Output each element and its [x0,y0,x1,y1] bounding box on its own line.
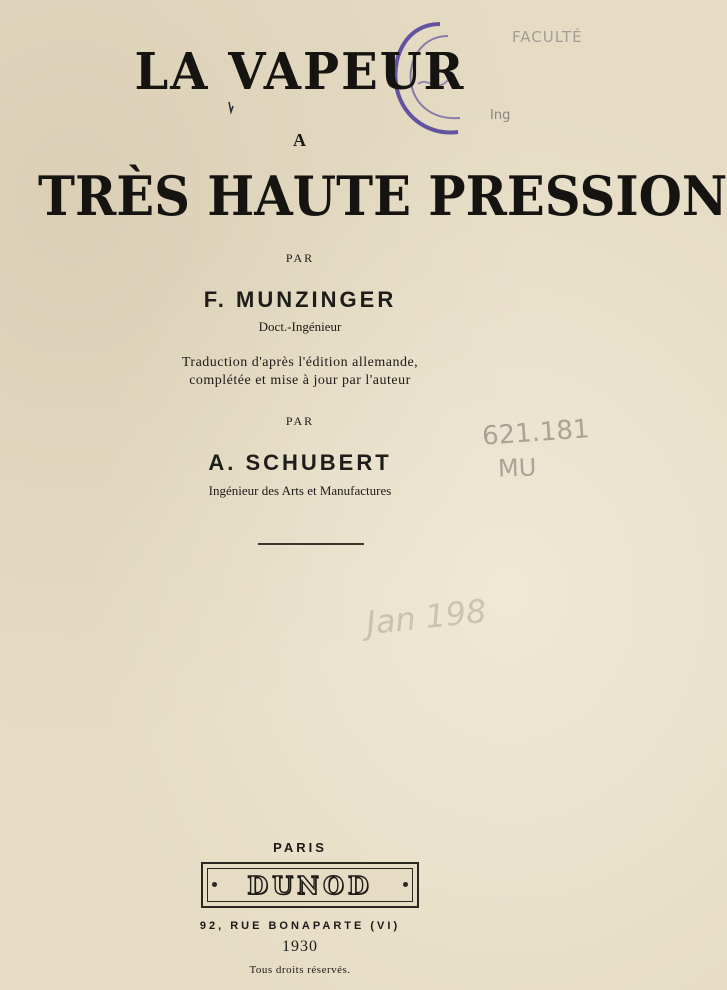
by-label-1: PAR [285,251,315,265]
author-name: F. MUNZINGER [203,287,397,312]
title-line-2: TRÈS HAUTE PRESSION [38,164,727,228]
ink-mark [226,100,236,120]
translator-title: Ingénieur des Arts et Manufactures [208,483,392,498]
translation-line-1: Traduction d'après l'édition allemande, [181,355,419,370]
author-title: Doct.-Ingénieur [258,319,342,334]
pencil-note-classmark: 621.181 [481,414,591,452]
title-connector: A [293,130,307,150]
translator-name: A. SCHUBERT [208,450,392,475]
publisher-name: DUNOD [247,870,373,900]
by-label-2: PAR [285,414,315,428]
publisher-logo [201,862,419,908]
pencil-note-code: MU [497,453,537,483]
stamp-text: FACULTÉ [512,28,583,46]
pencil-note-date: Jan 198 [364,591,489,643]
rights-notice: Tous droits réservés. [249,964,351,976]
divider-rule [258,543,364,545]
translation-line-2: complétée et mise à jour par l'auteur [189,373,411,388]
publisher-city: PARIS [273,840,327,855]
stamp-subtext: Ing [490,108,511,123]
title-line-1: LA VAPEUR [134,42,466,102]
publication-year: 1930 [282,938,318,955]
publisher-address: 92, RUE BONAPARTE (VI) [199,920,401,932]
